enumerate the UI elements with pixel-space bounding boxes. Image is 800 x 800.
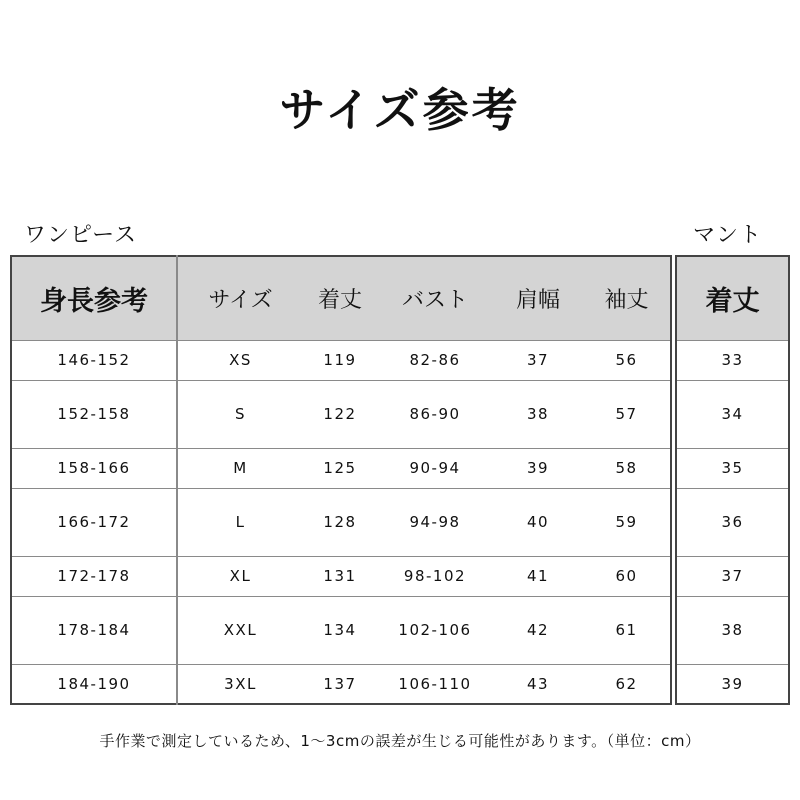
cell-length: 131: [303, 556, 377, 596]
cell-height: 152-158: [11, 380, 177, 448]
cell-sleeve: 59: [583, 488, 671, 556]
cell-cape-length: 38: [676, 596, 789, 664]
header-sleeve: 袖丈: [583, 256, 671, 340]
cell-sleeve: 62: [583, 664, 671, 704]
cell-shoulder: 40: [493, 488, 583, 556]
cell-length: 119: [303, 340, 377, 380]
table-row: [11, 664, 671, 704]
table-row: [676, 556, 789, 596]
cell-sleeve: 58: [583, 448, 671, 488]
cell-shoulder: 43: [493, 664, 583, 704]
cell-cape-length: 34: [676, 380, 789, 448]
cell-length: 125: [303, 448, 377, 488]
header-length: 着丈: [303, 256, 377, 340]
cell-sleeve: 60: [583, 556, 671, 596]
table-row: [676, 488, 789, 556]
cell-cape-length: 36: [676, 488, 789, 556]
cell-bust: 82-86: [377, 340, 493, 380]
cell-cape-length: 35: [676, 448, 789, 488]
header-shoulder: 肩幅: [493, 256, 583, 340]
cell-height: 158-166: [11, 448, 177, 488]
table-row: [11, 448, 671, 488]
cell-height: 166-172: [11, 488, 177, 556]
cell-bust: 94-98: [377, 488, 493, 556]
header-bust: バスト: [377, 256, 493, 340]
table-header-row: [676, 256, 789, 340]
cell-cape-length: 33: [676, 340, 789, 380]
cell-size: XL: [177, 556, 303, 596]
cell-length: 134: [303, 596, 377, 664]
cell-height: 178-184: [11, 596, 177, 664]
cell-cape-length: 37: [676, 556, 789, 596]
cell-length: 137: [303, 664, 377, 704]
dress-size-table: [10, 255, 672, 705]
dress-label: ワンピース: [24, 223, 138, 248]
table-row: [11, 380, 671, 448]
cell-bust: 98-102: [377, 556, 493, 596]
cell-size: M: [177, 448, 303, 488]
cell-length: 128: [303, 488, 377, 556]
cell-shoulder: 41: [493, 556, 583, 596]
cell-size: XS: [177, 340, 303, 380]
table-header-row: [11, 256, 671, 340]
cell-shoulder: 37: [493, 340, 583, 380]
cell-size: XXL: [177, 596, 303, 664]
cell-shoulder: 39: [493, 448, 583, 488]
cell-bust: 86-90: [377, 380, 493, 448]
cell-size: 3XL: [177, 664, 303, 704]
table-row: [676, 596, 789, 664]
cell-shoulder: 38: [493, 380, 583, 448]
cell-bust: 106-110: [377, 664, 493, 704]
cell-sleeve: 56: [583, 340, 671, 380]
cell-bust: 102-106: [377, 596, 493, 664]
cell-sleeve: 57: [583, 380, 671, 448]
cell-sleeve: 61: [583, 596, 671, 664]
cell-length: 122: [303, 380, 377, 448]
measurement-note: 手作業で測定しているため、1～3cmの誤差が生じる可能性があります。（単位：cm）: [99, 732, 701, 750]
page-title: サイズ参考: [279, 83, 521, 137]
header-size: サイズ: [177, 256, 303, 340]
cell-size: S: [177, 380, 303, 448]
table-row: [676, 380, 789, 448]
cell-shoulder: 42: [493, 596, 583, 664]
table-row: [11, 556, 671, 596]
table-row: [11, 340, 671, 380]
cell-height: 184-190: [11, 664, 177, 704]
cell-height: 172-178: [11, 556, 177, 596]
cell-size: L: [177, 488, 303, 556]
table-row: [676, 448, 789, 488]
cell-height: 146-152: [11, 340, 177, 380]
table-row: [676, 664, 789, 704]
cape-label: マント: [693, 223, 763, 248]
table-row: [11, 596, 671, 664]
header-cape-length: 着丈: [676, 256, 789, 340]
cell-cape-length: 39: [676, 664, 789, 704]
cape-size-table: [675, 255, 790, 705]
cell-bust: 90-94: [377, 448, 493, 488]
table-row: [11, 488, 671, 556]
header-height: 身長参考: [11, 256, 177, 340]
table-row: [676, 340, 789, 380]
